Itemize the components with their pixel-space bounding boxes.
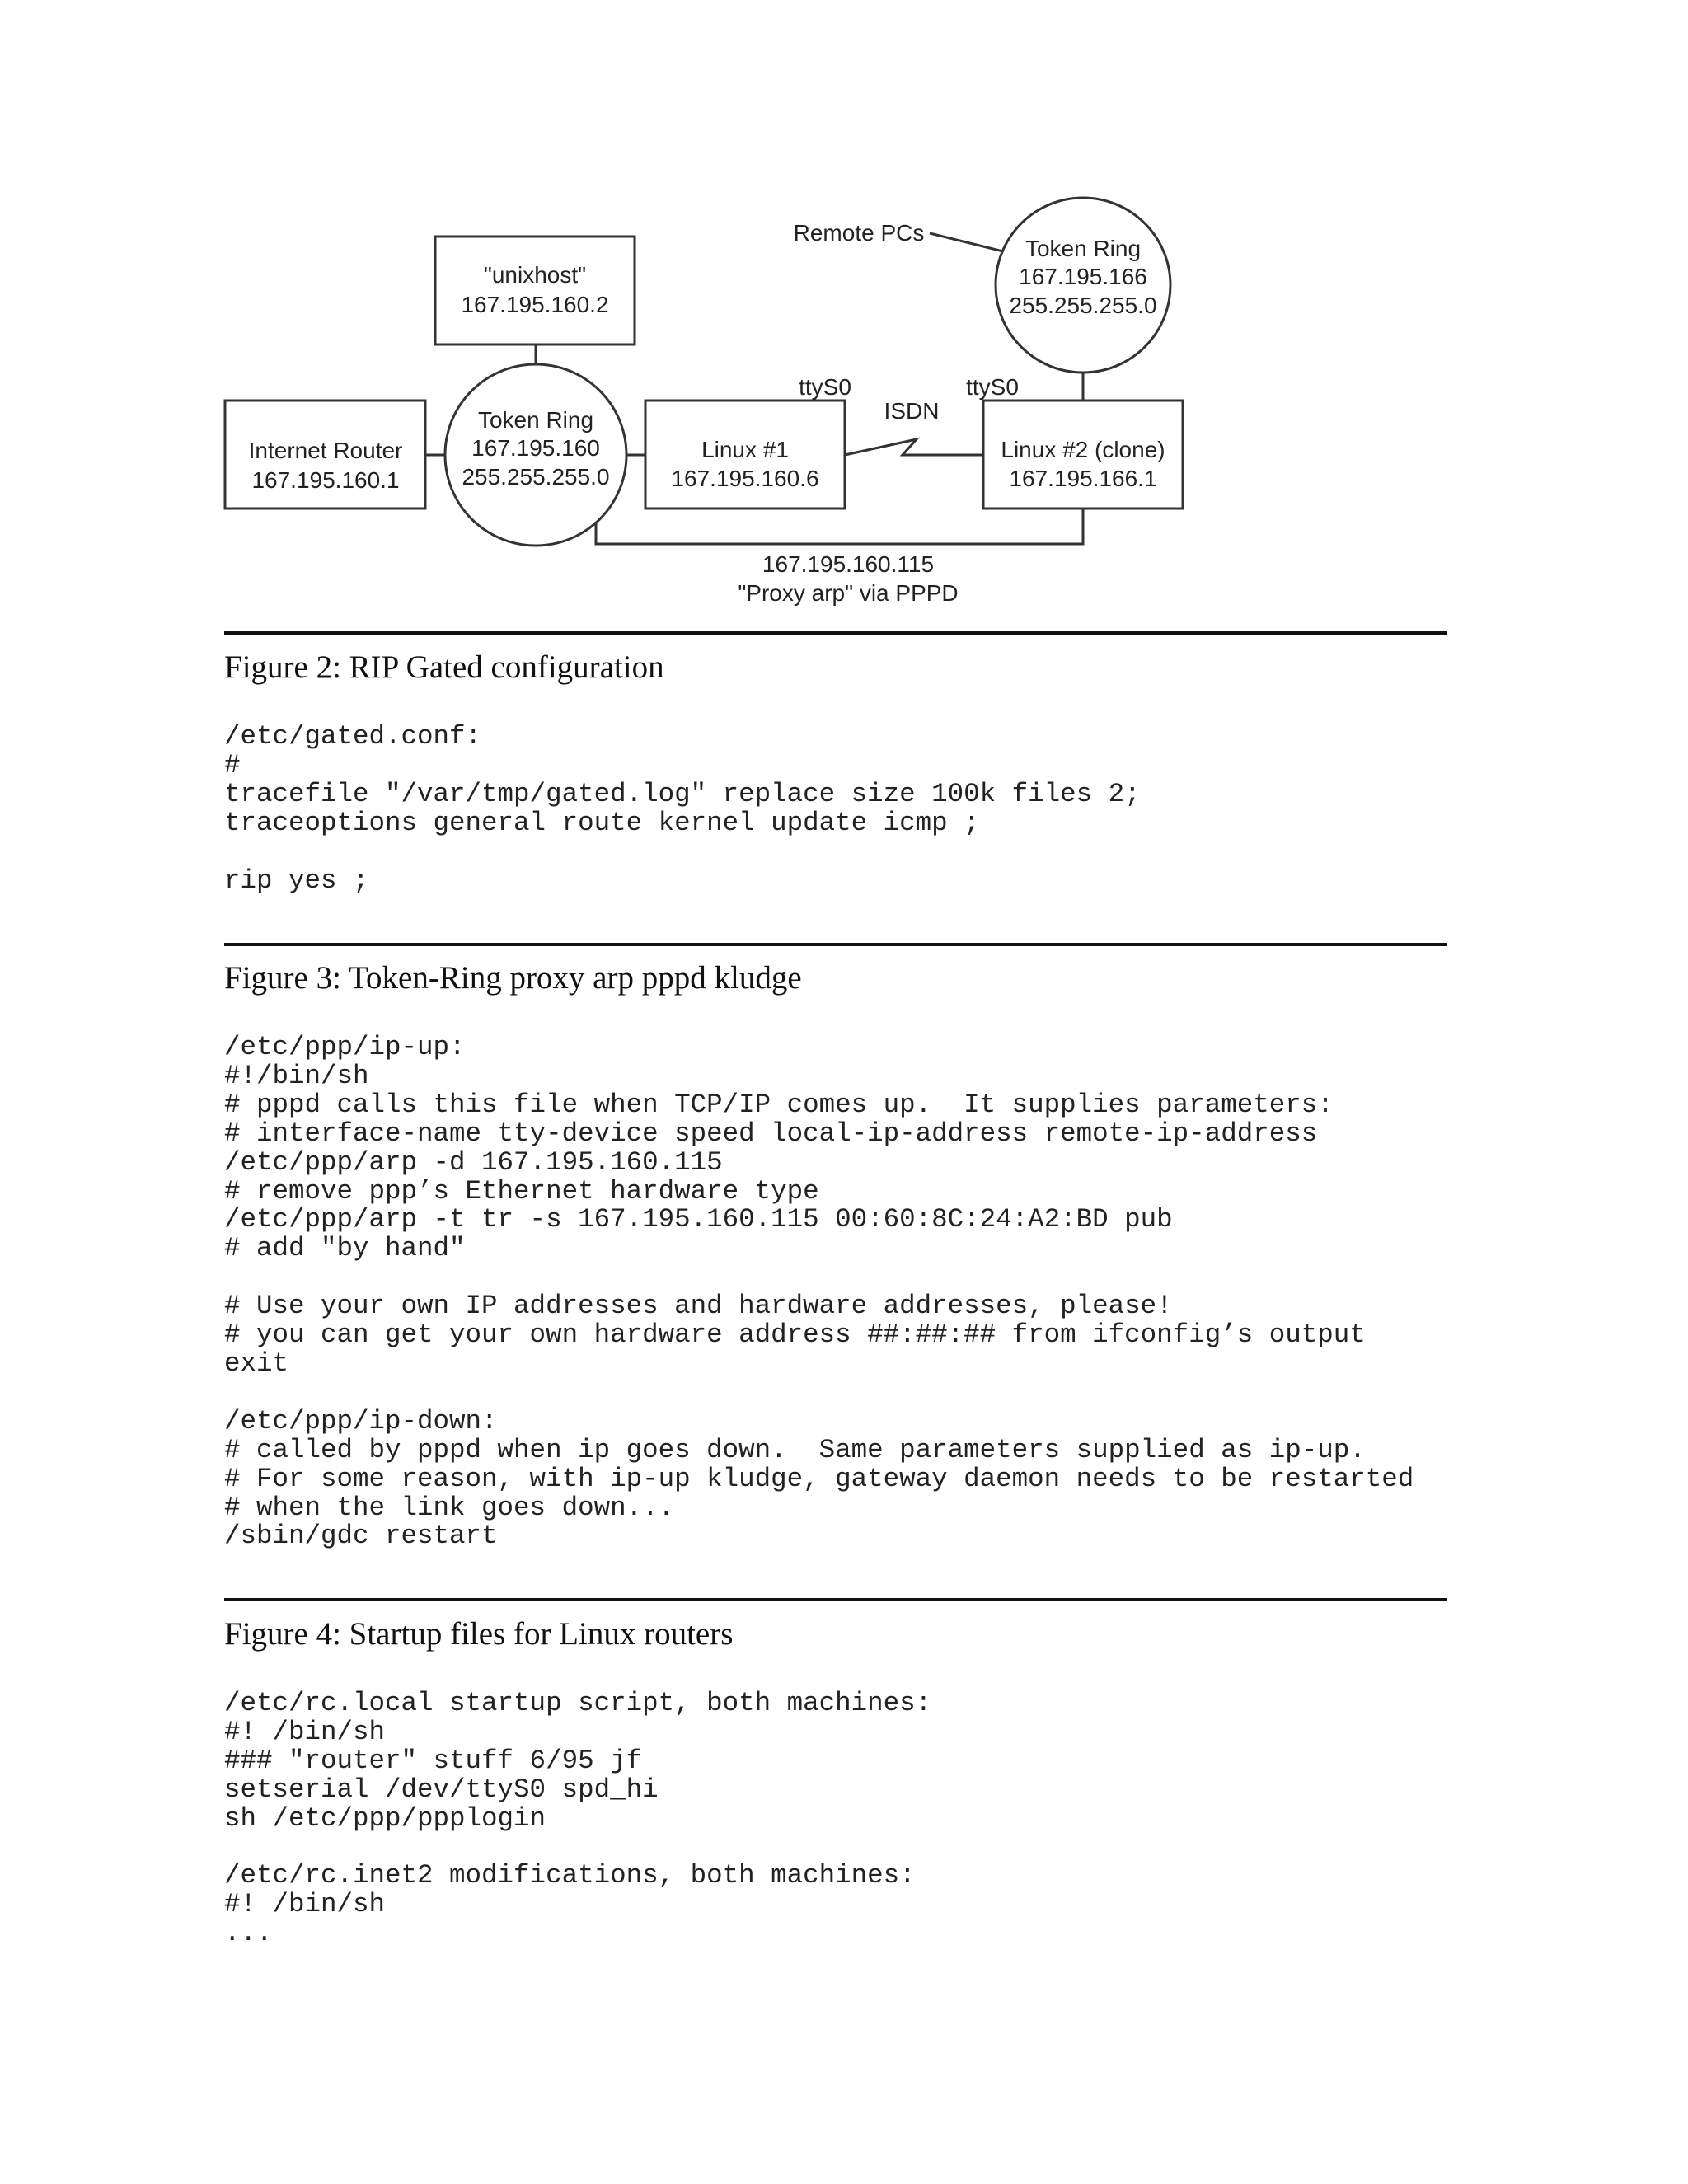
linux2-name: Linux #2 (clone) [1001, 437, 1165, 462]
linux2-ip: 167.195.166.1 [1009, 466, 1157, 491]
linux1-name: Linux #1 [701, 437, 789, 462]
unixhost-box [435, 237, 635, 344]
proxy-arp-label: "Proxy arp" via PPPD [738, 580, 959, 606]
internet-router-name: Internet Router [248, 438, 403, 463]
proxy-arp-path [596, 509, 1083, 544]
internet-router-ip: 167.195.160.1 [251, 467, 400, 493]
token-ring-right-name: Token Ring [1025, 236, 1142, 261]
figure-2-rule [224, 631, 1447, 635]
remote-pcs-pointer [930, 233, 1003, 251]
token-ring-right-net: 167.195.166 [1019, 264, 1147, 289]
token-ring-right-mask: 255.255.255.0 [1009, 293, 1157, 318]
ttys0-right-label: ttyS0 [966, 374, 1019, 400]
network-diagram [0, 0, 1688, 626]
unixhost-ip: 167.195.160.2 [461, 292, 609, 317]
figure-4-rule [224, 1598, 1447, 1601]
proxy-ip-label: 167.195.160.115 [762, 551, 935, 577]
token-ring-left-mask: 255.255.255.0 [462, 464, 610, 490]
figure-2-code: /etc/gated.conf: # tracefile "/var/tmp/gated.log" replace size 100k files 2; traceoptions general route kernel update icmp ; rip yes ; [224, 721, 1141, 896]
linux1-ip: 167.195.160.6 [671, 466, 819, 491]
token-ring-left-net: 167.195.160 [471, 435, 600, 461]
figure-3-code: /etc/ppp/ip-up: #!/bin/sh # pppd calls this file when TCP/IP comes up. It supplies parameters: # interface-name tty-device speed local-ip-address remote-ip-address /etc/ppp/arp -d 167.195.160.115 # remove ppp’s Ethernet hardware type /etc/ppp/arp -t tr -s 167.195.160.115 00:60:8C:24:A2:BD pub # add "by hand" # Use your own IP addresses and hardware addresses, please! # you can get your own hardware address ##:##:## from ifconfig’s output exit /etc/ppp/ip-down: # called by pppd when ip goes down. Same parameters supplied as ip-up. # For some reason, with ip-up kludge, gateway daemon needs to be restarted # when the link goes down... /sbin/gdc restart [224, 1032, 1414, 1552]
remote-pcs-label: Remote PCs [793, 220, 925, 246]
figure-3-rule [224, 943, 1447, 946]
token-ring-left-name: Token Ring [477, 407, 594, 433]
figure-2-caption: Figure 2: RIP Gated configuration [224, 649, 664, 685]
ttys0-left-label: ttyS0 [799, 374, 851, 400]
isdn-label: ISDN [884, 398, 940, 424]
unixhost-name: "unixhost" [483, 262, 587, 288]
figure-4-code: /etc/rc.local startup script, both machines: #! /bin/sh ### "router" stuff 6/95 jf setserial /dev/ttyS0 spd_hi sh /etc/ppp/ppplogin /etc/rc.inet2 modifications, both machines: #! /bin/sh ... [224, 1688, 932, 1949]
isdn-link [845, 439, 983, 455]
figure-3-caption: Figure 3: Token-Ring proxy arp pppd kludge [224, 960, 802, 996]
figure-4-caption: Figure 4: Startup files for Linux routers [224, 1616, 734, 1652]
